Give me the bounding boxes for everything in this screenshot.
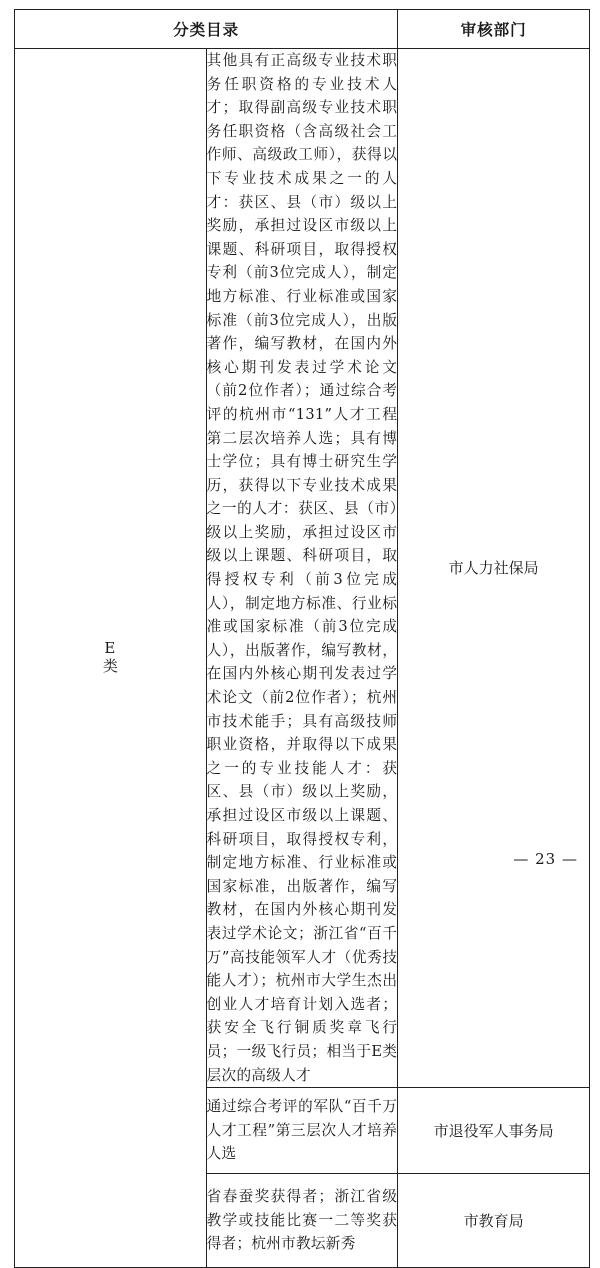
category-label: E类	[100, 638, 119, 674]
table-header-row	[15, 10, 590, 49]
content-cell: 其他具有正高级专业技术职务任职资格的专业技术人才；取得副高级专业技术职务任职资格（含高级社会工作师、高级政工师），获得以下专业技术成果之一的人才：获区、县（市）级以上奖励，承担过设区市级以上课题、科研项目，取得授权专利（前3位完成人），制定地方标准、行业标准或国家标准（前3位完成人），出版著作，编写教材，在国内外核心期刊发表过学术论文（前2位作者）；通过综合考评的杭州市“131”人才工程第二层次培养人选；具有博士学位；具有博士研究生学历，获得以下专业技术成果之一的人才：获区、县（市）级以上奖励，承担过设区市级以上课题、科研项目，取得授权专利（前3位完成人），制定地方标准、行业标准或国家标准（前3位完成人），出版著作，编写教材，在国内外核心期刊发表过学术论文（前2位作者）；杭州市技术能手；具有高级技师职业资格，并取得以下成果之一的专业技能人才：获区、县（市）级以上奖励，承担过设区市级以上课题、科研项目，取得授权专利，制定地方标准、行业标准或国家标准，出版著作，编写教材，在国内外核心期刊发表过学术论文；浙江省“百千万”高技能领军人才（优秀技能人才）；杭州市大学生杰出创业人才培育计划入选者；获安全飞行铜质奖章飞行员；一级飞行员；相当于E类层次的高级人才	[206, 49, 398, 1088]
header-catalog: 分类目录	[15, 10, 398, 49]
department-cell: 市人力社保局	[398, 49, 590, 1088]
content-cell: 通过综合考评的军队“百千万人才工程”第三层次人才培养人选	[206, 1088, 398, 1174]
table-row	[15, 49, 590, 1088]
department-cell: 市退役军人事务局	[398, 1088, 590, 1174]
header-department: 审核部门	[398, 10, 590, 49]
content-cell: 省春蚕奖获得者；浙江省级教学或技能比赛一二等奖获得者；杭州市教坛新秀	[206, 1174, 398, 1268]
department-cell: 市教育局	[398, 1174, 590, 1268]
talent-catalog-table	[14, 9, 590, 1268]
category-cell	[15, 49, 207, 1268]
page-number: — 23 —	[513, 850, 578, 868]
